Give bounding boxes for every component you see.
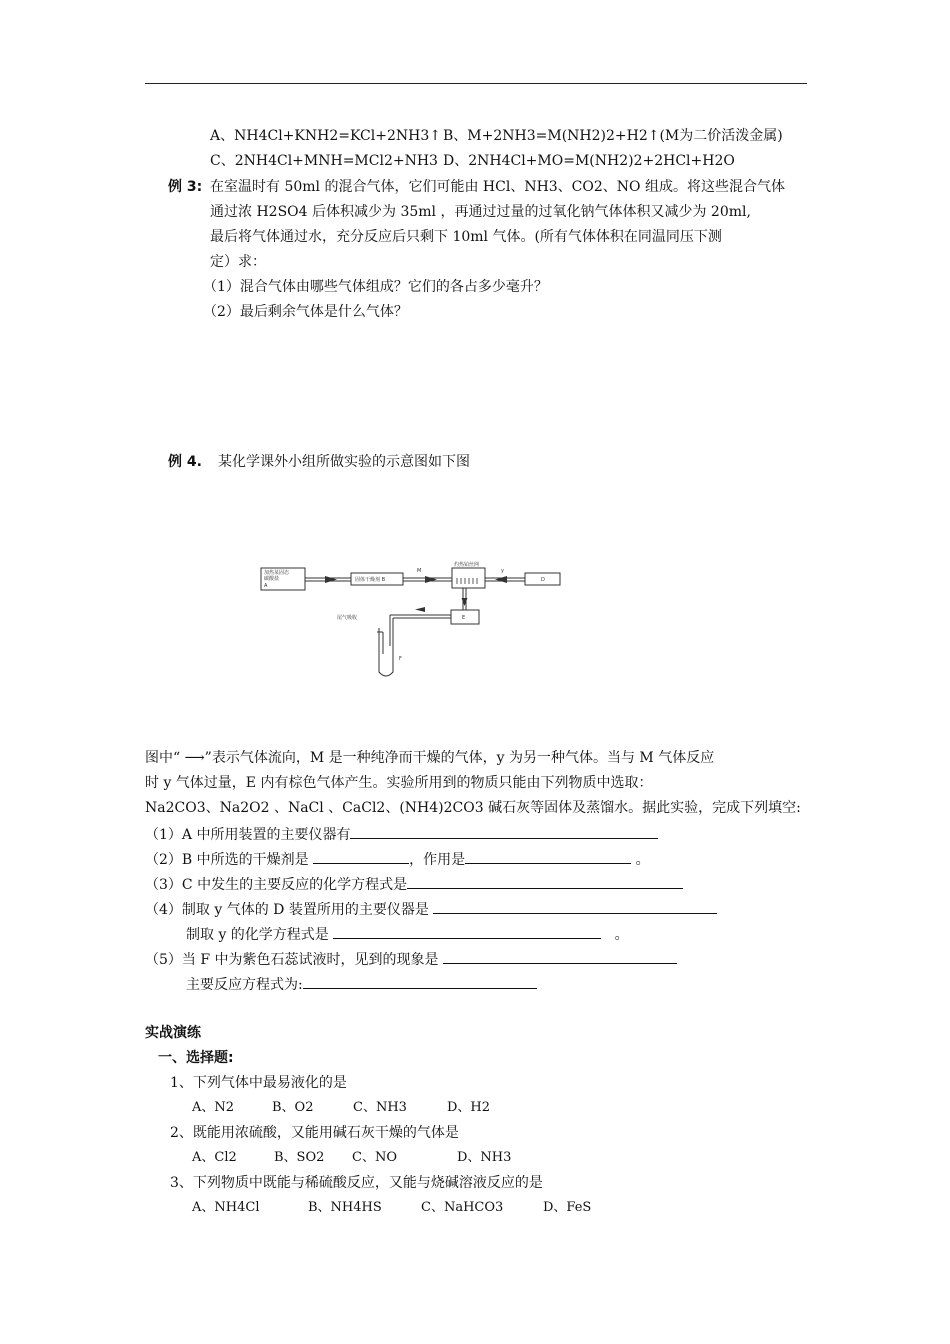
answer-blank-1[interactable] <box>350 824 658 839</box>
option-c: C、2NH4Cl+MNH=MCl2+NH3 <box>210 153 438 169</box>
label-box-e: E <box>462 615 466 621</box>
q1-option-b: B、O2 <box>272 1100 314 1115</box>
arrow-dc <box>495 576 507 583</box>
apparatus-diagram <box>255 556 575 691</box>
example4-q5b: 主要反应方程式为: <box>186 974 537 994</box>
label-box-b: 固体干燥剂 B <box>355 577 386 583</box>
practice-q2: 2、既能用浓硫酸，又能用碱石灰干燥的气体是 <box>170 1125 459 1141</box>
answer-blank-4b[interactable] <box>333 924 601 939</box>
answer-blank-3[interactable] <box>407 874 683 889</box>
example4-label: 例 4. <box>168 454 202 470</box>
label-y: y <box>501 568 504 574</box>
answer-blank-5a[interactable] <box>443 949 677 964</box>
answer-blank-2b[interactable] <box>465 849 631 864</box>
example4-para2: 时 y 气体过量，E 内有棕色气体产生。实验所用到的物质只能由下列物质中选取： <box>145 775 653 791</box>
label-box-a2: 碳酸盐 <box>264 576 280 582</box>
label-box-c: 灼热铂丝网 <box>454 562 480 568</box>
arrow-ab <box>325 576 337 583</box>
example4-q5: （5）当 F 中为紫色石蕊试液时，见到的现象是 <box>145 949 677 969</box>
answer-blank-5b[interactable] <box>303 974 537 989</box>
example3-question2: （2）最后剩余气体是什么气体？ <box>203 304 408 320</box>
q1-option-d: D、H2 <box>447 1100 491 1115</box>
example3-line1: 在室温时有 50ml 的混合气体，它们可能由 HCl、NH3、CO2、NO 组成。将这些混合气体 <box>210 179 785 195</box>
label-tail: 尾气吸收 <box>337 615 358 621</box>
label-box-a: 加热某固态 <box>264 570 290 576</box>
arrow-bc <box>425 576 437 583</box>
example4-para1: 图中“ ⟶”表示气体流向，M 是一种纯净而干燥的气体，y 为另一种气体。当与 M 气体反应 <box>145 750 715 766</box>
q3-option-d: D、FeS <box>543 1200 592 1215</box>
example4-q4: （4）制取 y 气体的 D 装置所用的主要仪器是 <box>145 899 717 919</box>
option-d: D、2NH4Cl+MO=M(NH2)2+2HCl+H2O <box>443 153 735 169</box>
example4-para3: Na2CO3、Na2O2 、NaCl 、CaCl2、(NH4)2CO3 碱石灰等固体及蒸馏水。据此实验，完成下列填空: <box>145 800 801 816</box>
header-rule <box>145 83 807 84</box>
q3-option-a: A、NH4Cl <box>192 1200 260 1215</box>
example3-line3: 最后将气体通过水，充分反应后只剩下 10ml 气体。(所有气体体积在同温同压下测 <box>210 229 722 245</box>
option-b: B、M+2NH3=M(NH2)2+H2↑(M为二价活泼金属) <box>443 128 783 144</box>
label-box-d: D <box>541 577 545 583</box>
q2-option-b: B、SO2 <box>274 1150 325 1165</box>
q3-option-c: C、NaHCO3 <box>421 1200 504 1215</box>
arrow-ce <box>462 598 468 606</box>
q1-option-c: C、NH3 <box>353 1100 407 1115</box>
q2-option-d: D、NH3 <box>457 1150 512 1165</box>
option-a: A、NH4Cl+KNH2=KCl+2NH3↑ <box>210 128 441 144</box>
example3-label: 例 3: <box>168 179 203 195</box>
practice-q1: 1、下列气体中最易液化的是 <box>170 1075 347 1091</box>
practice-section: 一、选择题: <box>158 1050 234 1066</box>
q1-option-a: A、N2 <box>192 1100 235 1115</box>
arrow-ef <box>415 607 425 612</box>
example4-q1: （1）A 中所用装置的主要仪器有 <box>145 824 658 844</box>
example3-line4: 定）求： <box>210 254 266 270</box>
label-box-a3: A <box>264 583 268 589</box>
practice-title: 实战演练 <box>145 1025 201 1041</box>
q2-option-a: A、Cl2 <box>192 1150 237 1165</box>
example4-q4b: 制取 y 的化学方程式是 。 <box>186 924 629 944</box>
q3-option-b: B、NH4HS <box>308 1200 382 1215</box>
practice-q3: 3、下列物质中既能与稀硫酸反应，又能与烧碱溶液反应的是 <box>170 1175 543 1191</box>
answer-blank-4a[interactable] <box>433 899 717 914</box>
label-f: F <box>399 656 402 662</box>
example3-question1: （1）混合气体由哪些气体组成？它们的各占多少毫升？ <box>203 279 548 295</box>
label-m: M <box>417 568 422 574</box>
tube-f <box>379 628 393 676</box>
example4-q3: （3）C 中发生的主要反应的化学方程式是 <box>145 874 683 894</box>
example4-intro: 某化学课外小组所做实验的示意图如下图 <box>218 454 470 470</box>
example4-q2: （2）B 中所选的干燥剂是 ，作用是 。 <box>145 849 650 869</box>
q2-option-c: C、NO <box>352 1150 397 1165</box>
example3-line2: 通过浓 H2SO4 后体积减少为 35ml ，再通过过量的过氧化钠气体体积又减少为 20ml, <box>210 204 751 220</box>
answer-blank-2a[interactable] <box>313 849 409 864</box>
